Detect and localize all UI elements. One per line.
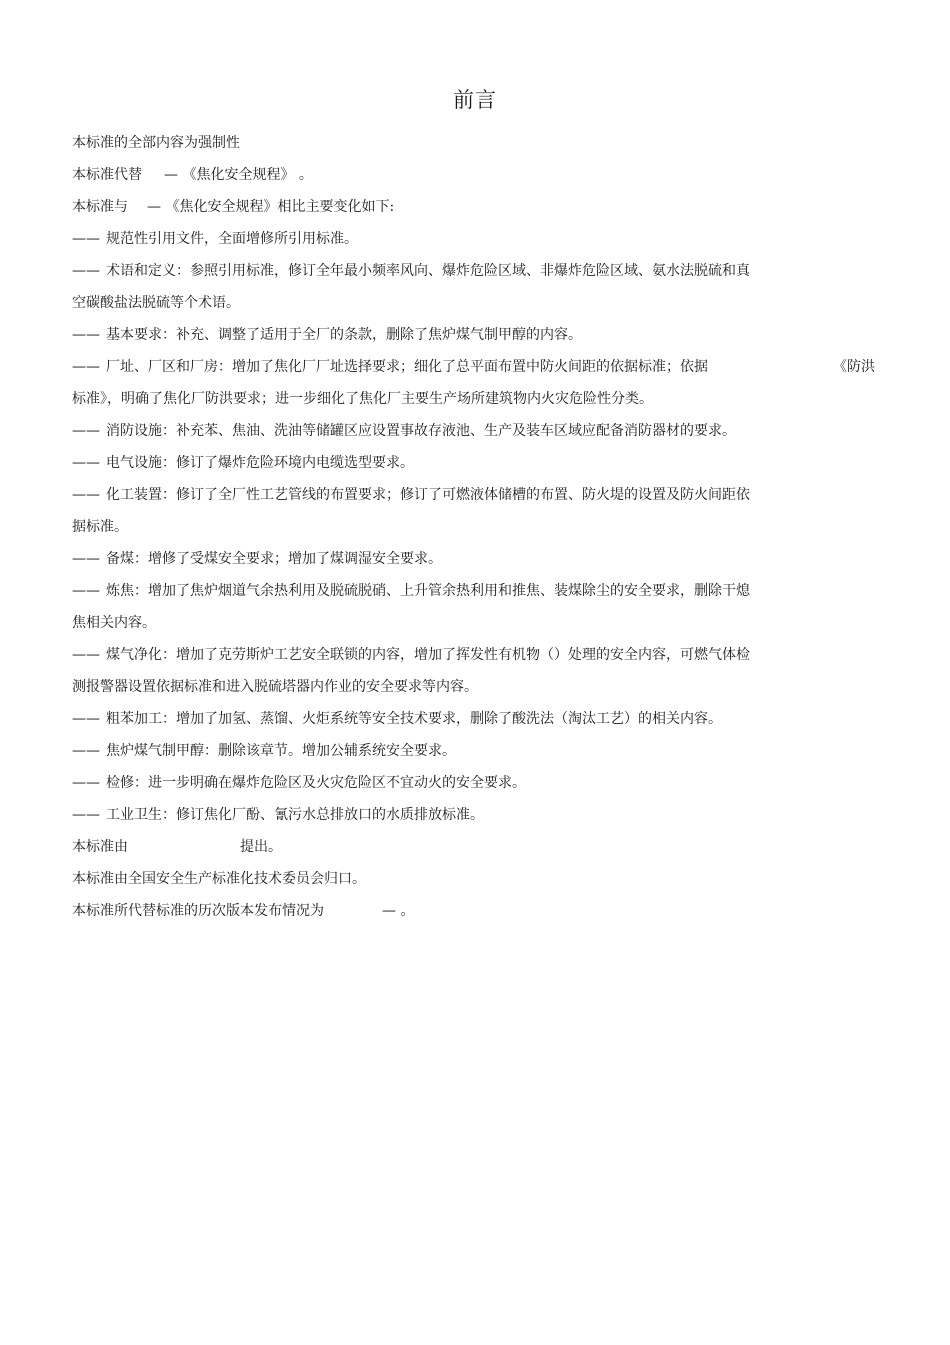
change-item	[72, 485, 750, 505]
change-text: 炼焦：增加了焦炉烟道气余热利用及脱硫脱硝、上升管余热利用和推焦、装煤除尘的安全要求，删除干熄	[106, 583, 750, 599]
change-item	[72, 709, 722, 729]
change-text: 工业卫生：修订焦化厂酚、氰污水总排放口的水质排放标准。	[106, 807, 484, 823]
change-item	[72, 741, 456, 761]
change-item	[72, 421, 736, 441]
page-title: 前言	[453, 88, 497, 112]
change-continuation: 据标准。	[72, 519, 128, 535]
change-item	[72, 261, 750, 281]
list-dash: ——	[72, 583, 100, 599]
list-dash: ——	[72, 487, 100, 503]
change-text: 检修：进一步明确在爆炸危险区及火灾危险区不宜动火的安全要求。	[106, 775, 526, 791]
change-text-tail: 《防洪	[833, 359, 875, 375]
list-dash: ——	[72, 743, 100, 759]
proposed-line	[72, 837, 128, 857]
proposed-tail: 提出。	[240, 839, 282, 855]
list-dash: ——	[72, 263, 100, 279]
list-dash: ——	[72, 455, 100, 471]
change-continuation: 测报警器设置依据标准和进入脱硫塔器内作业的安全要求等内容。	[72, 679, 478, 695]
replaces-line	[72, 165, 142, 185]
change-text: 基本要求：补充、调整了适用于全厂的条款，删除了焦炉煤气制甲醇的内容。	[106, 327, 582, 343]
replaces-standard: — 《焦化安全规程》 。	[164, 167, 313, 183]
history-tail: — 。	[382, 903, 415, 919]
replaces-text: 本标准代替	[72, 167, 142, 183]
compare-text: 本标准与	[72, 199, 128, 215]
history-text: 本标准所代替标准的历次版本发布情况为	[72, 903, 324, 919]
change-text: 术语和定义：参照引用标准，修订全年最小频率风向、爆炸危险区域、非爆炸危险区域、氨水法脱硫和真	[106, 263, 750, 279]
mandatory-line: 本标准的全部内容为强制性	[72, 135, 240, 151]
list-dash: ——	[72, 423, 100, 439]
list-dash: ——	[72, 647, 100, 663]
change-continuation: 焦相关内容。	[72, 615, 156, 631]
change-item	[72, 229, 358, 249]
proposed-text: 本标准由	[72, 839, 128, 855]
list-dash: ——	[72, 807, 100, 823]
change-text: 焦炉煤气制甲醇：删除该章节。增加公辅系统安全要求。	[106, 743, 456, 759]
compare-line	[72, 197, 128, 217]
change-item	[72, 453, 414, 473]
change-item	[72, 645, 750, 665]
list-dash: ——	[72, 359, 100, 375]
change-item	[72, 549, 442, 569]
list-dash: ——	[72, 327, 100, 343]
change-continuation: 标准》，明确了焦化厂防洪要求；进一步细化了焦化厂主要生产场所建筑物内火灾危险性分类。	[72, 391, 653, 407]
change-text: 粗苯加工：增加了加氢、蒸馏、火炬系统等安全技术要求，删除了酸洗法（淘汰工艺）的相关内容。	[106, 711, 722, 727]
change-continuation: 空碳酸盐法脱硫等个术语。	[72, 295, 240, 311]
change-text: 化工装置：修订了全厂性工艺管线的布置要求；修订了可燃液体储槽的布置、防火堤的设置及防火间距依	[106, 487, 750, 503]
change-text: 电气设施：修订了爆炸危险环境内电缆选型要求。	[106, 455, 414, 471]
change-text: 消防设施：补充苯、焦油、洗油等储罐区应设置事故存液池、生产及装车区域应配备消防器材的要求。	[106, 423, 736, 439]
change-text: 厂址、厂区和厂房：增加了焦化厂厂址选择要求；细化了总平面布置中防火间距的依据标准；依据	[106, 359, 708, 375]
change-item	[72, 805, 484, 825]
list-dash: ——	[72, 711, 100, 727]
change-item	[72, 581, 750, 601]
history-line	[72, 901, 324, 921]
change-text: 备煤：增修了受煤安全要求；增加了煤调湿安全要求。	[106, 551, 442, 567]
list-dash: ——	[72, 775, 100, 791]
list-dash: ——	[72, 231, 100, 247]
change-item	[72, 773, 526, 793]
managed-line: 本标准由全国安全生产标准化技术委员会归口。	[72, 871, 366, 887]
change-item	[72, 325, 582, 345]
change-text: 煤气净化：增加了克劳斯炉工艺安全联锁的内容，增加了挥发性有机物（）处理的安全内容，可燃气体检	[106, 647, 750, 663]
change-item	[72, 357, 708, 377]
compare-standard: — 《焦化安全规程》相比主要变化如下:	[147, 199, 395, 215]
list-dash: ——	[72, 551, 100, 567]
change-text: 规范性引用文件，全面增修所引用标准。	[106, 231, 358, 247]
